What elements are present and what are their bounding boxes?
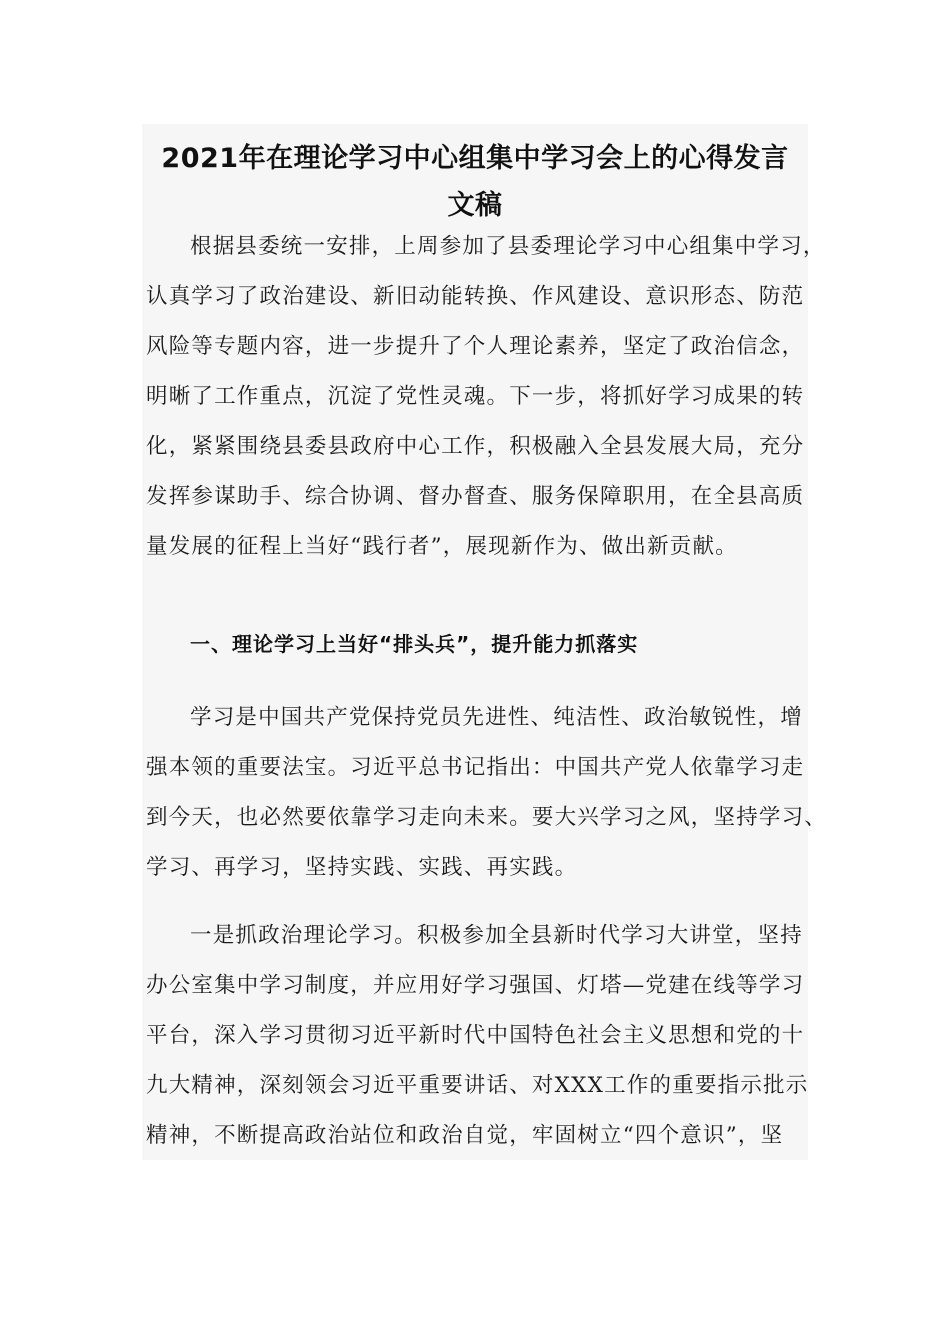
paragraph-line: 学习、再学习，坚持实践、实践、再实践。 [146,855,578,880]
paragraph-line: 平台，深入学习贯彻习近平新时代中国特色社会主义思想和党的十 [146,1023,805,1048]
paragraph-line: 办公室集中学习制度，并应用好学习强国、灯塔—党建在线等学习 [146,973,805,998]
paragraph-line: 化，紧紧围绕县委县政府中心工作，积极融入全县发展大局，充分 [146,434,805,459]
paragraph-line: 精神，不断提高政治站位和政治自觉，牢固树立“四个意识”，坚 [146,1123,784,1148]
paragraph-line: 发挥参谋助手、综合协调、督办督查、服务保障职用，在全县高质 [146,484,805,509]
paragraph-line: 根据县委统一安排，上周参加了县委理论学习中心组集中学习， [190,234,826,259]
paragraph-line: 一是抓政治理论学习。积极参加全县新时代学习大讲堂，坚持 [190,923,803,948]
paragraph-political-theory [146,911,809,1161]
paragraph-intro [146,222,826,572]
document-title-line1: 2021年在理论学习中心组集中学习会上的心得发言 [161,143,789,174]
document-title-line2: 文稿 [447,190,503,221]
paragraph-line: 强本领的重要法宝。习近平总书记指出：中国共产党人依靠学习走 [146,755,805,780]
paragraph-line: 到今天，也必然要依靠学习走向未来。要大兴学习之风，坚持学习、 [146,805,828,830]
section-heading-1: 一、理论学习上当好“排头兵”，提升能力抓落实 [190,632,639,656]
paragraph-line: 明晰了工作重点，沉淀了党性灵魂。下一步，将抓好学习成果的转 [146,384,805,409]
paragraph-line: 量发展的征程上当好“践行者”，展现新作为、做出新贡献。 [146,534,738,559]
paragraph-learning [146,693,828,893]
paragraph-line: 认真学习了政治建设、新旧动能转换、作风建设、意识形态、防范 [146,284,805,309]
paragraph-line: 九大精神，深刻领会习近平重要讲话、对XXX工作的重要指示批示 [146,1073,809,1098]
paragraph-line: 学习是中国共产党保持党员先进性、纯洁性、政治敏锐性，增 [190,705,803,730]
paragraph-line: 风险等专题内容，进一步提升了个人理论素养，坚定了政治信念， [146,334,805,359]
